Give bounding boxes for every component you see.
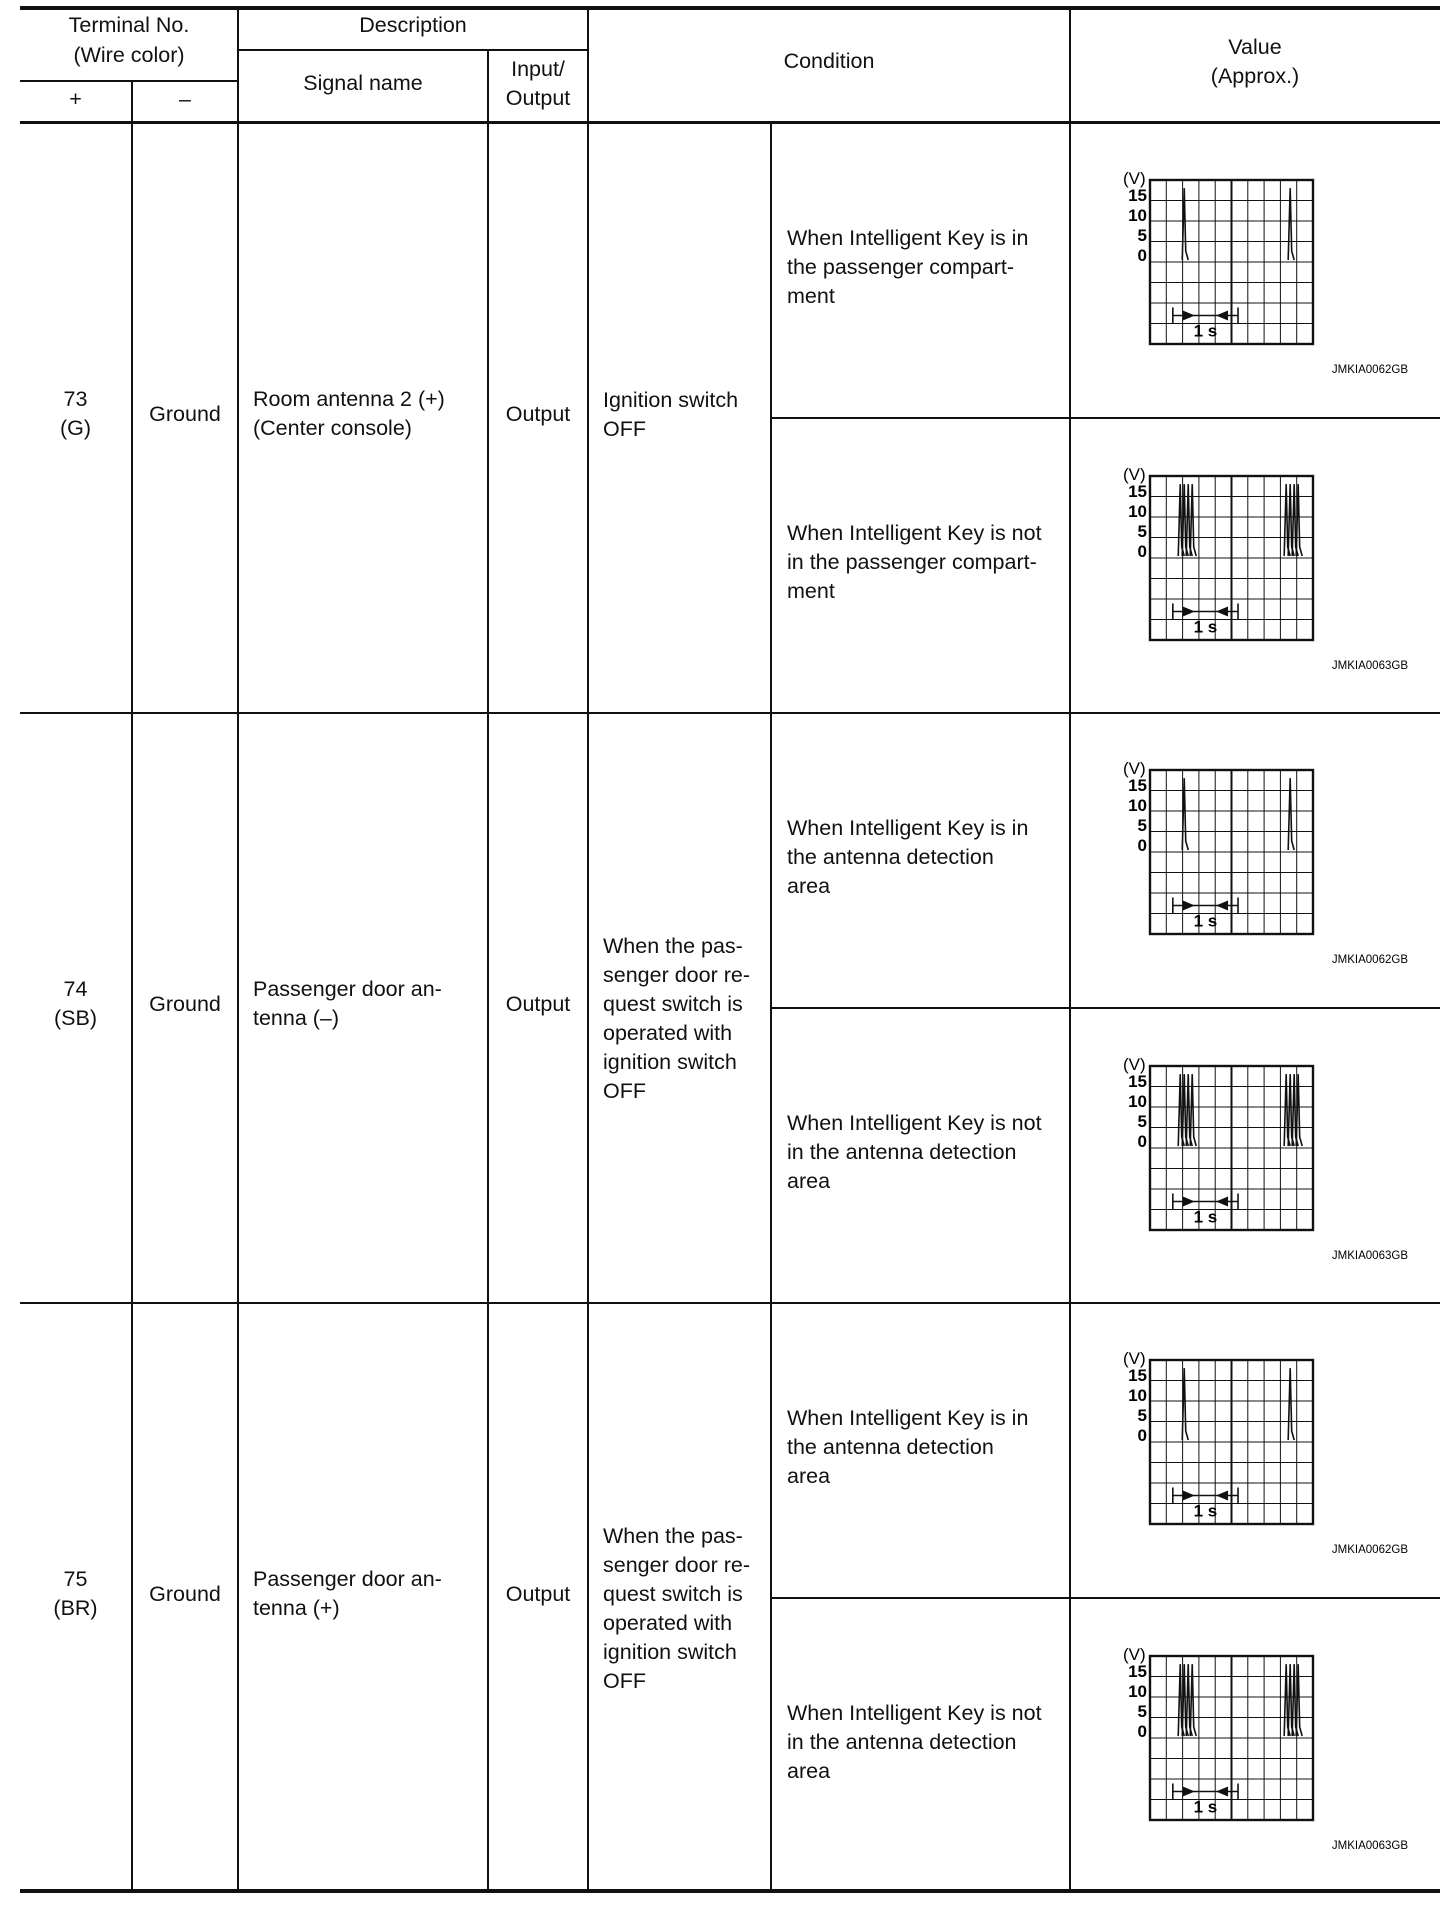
y-tick-label: 5 <box>1137 816 1147 835</box>
signal-name-line2: (Center console) <box>253 416 412 440</box>
time-marker-arrow <box>1216 1491 1228 1501</box>
header-value-line1: Value <box>1228 35 1282 59</box>
y-tick-label: 5 <box>1137 1406 1147 1425</box>
y-tick-label: 0 <box>1137 1132 1147 1151</box>
signal-name-line2: tenna (–) <box>253 1006 340 1030</box>
header-rule-terminal <box>20 80 238 82</box>
signal-io: Output <box>505 1582 571 1606</box>
time-marker-arrow <box>1216 1197 1228 1207</box>
figure-code: JMKIA0062GB <box>1331 1544 1408 1556</box>
terminal-wire-color: (BR) <box>53 1596 98 1620</box>
time-scale-label: 1 s <box>1193 911 1218 931</box>
axis-unit-label: (V) <box>1123 465 1146 484</box>
condition-line: OFF <box>603 417 646 441</box>
header-plus: + <box>69 87 82 111</box>
time-scale-label: 1 s <box>1193 1207 1218 1227</box>
header-wire-color: (Wire color) <box>73 43 185 67</box>
subrow-divider-73 <box>771 417 1440 419</box>
figure-code: JMKIA0062GB <box>1331 954 1408 966</box>
y-tick-label: 15 <box>1128 1366 1147 1385</box>
time-scale-label: 1 s <box>1193 617 1218 637</box>
signal-pulse <box>1182 1368 1188 1440</box>
waveform-chart <box>1110 1048 1410 1266</box>
header-condition: Condition <box>783 49 875 73</box>
y-tick-label: 0 <box>1137 1722 1147 1741</box>
time-marker-arrow <box>1216 607 1228 617</box>
time-marker-arrow <box>1183 901 1195 911</box>
waveform-chart <box>1110 1638 1410 1856</box>
case-text-line: When Intelligent Key is in <box>787 1406 1029 1430</box>
terminal-minus-ground: Ground <box>149 402 221 426</box>
case-text-line: When Intelligent Key is not <box>787 1111 1042 1135</box>
signal-pulse <box>1182 188 1188 260</box>
waveform-chart <box>1110 1342 1410 1560</box>
y-tick-label: 10 <box>1128 206 1147 225</box>
y-tick-label: 10 <box>1128 1092 1147 1111</box>
time-marker-arrow <box>1183 1787 1195 1797</box>
signal-io: Output <box>505 992 571 1016</box>
y-tick-label: 15 <box>1128 776 1147 795</box>
condition-line: senger door re- <box>603 1553 750 1577</box>
signal-name-line1: Room antenna 2 (+) <box>253 387 445 411</box>
y-tick-label: 5 <box>1137 226 1147 245</box>
case-text-line: area <box>787 1759 831 1783</box>
signal-io: Output <box>505 402 571 426</box>
table-bottom-rule <box>20 1889 1440 1893</box>
y-tick-label: 15 <box>1128 1072 1147 1091</box>
time-scale-label: 1 s <box>1193 321 1218 341</box>
terminal-minus-ground: Ground <box>149 992 221 1016</box>
header-signal-name: Signal name <box>303 71 423 95</box>
y-tick-label: 0 <box>1137 542 1147 561</box>
case-text-line: area <box>787 1169 831 1193</box>
y-tick-label: 10 <box>1128 1682 1147 1701</box>
condition-line: When the pas- <box>603 1524 743 1548</box>
case-text-line: When Intelligent Key is in <box>787 226 1029 250</box>
condition-line: ignition switch <box>603 1640 737 1664</box>
y-tick-label: 15 <box>1128 1662 1147 1681</box>
signal-pulse <box>1296 1074 1302 1146</box>
header-io-line1: Input/ <box>511 57 565 81</box>
figure-code: JMKIA0063GB <box>1331 1840 1408 1852</box>
row-divider-1 <box>20 712 1440 714</box>
condition-line: When the pas- <box>603 934 743 958</box>
header-value-line2: (Approx.) <box>1210 64 1300 88</box>
time-scale-label: 1 s <box>1193 1797 1218 1817</box>
y-tick-label: 5 <box>1137 1112 1147 1131</box>
signal-name-line1: Passenger door an- <box>253 1567 442 1591</box>
axis-unit-label: (V) <box>1123 1645 1146 1664</box>
time-marker-arrow <box>1216 1787 1228 1797</box>
signal-pulse <box>1182 778 1188 850</box>
y-tick-label: 0 <box>1137 246 1147 265</box>
condition-line: operated with <box>603 1021 733 1045</box>
case-text-line: When Intelligent Key is not <box>787 1701 1042 1725</box>
signal-pulse <box>1288 1368 1294 1440</box>
time-scale-label: 1 s <box>1193 1501 1218 1521</box>
condition-line: Ignition switch <box>603 388 739 412</box>
waveform-chart <box>1110 162 1410 380</box>
axis-unit-label: (V) <box>1123 1349 1146 1368</box>
y-tick-label: 10 <box>1128 502 1147 521</box>
y-tick-label: 5 <box>1137 1702 1147 1721</box>
waveform-chart <box>1110 752 1410 970</box>
col-rule-terminal-description <box>237 8 239 1891</box>
terminal-number: 73 <box>63 387 88 411</box>
time-marker-arrow <box>1183 311 1195 321</box>
case-text-line: the antenna detection <box>787 845 994 869</box>
y-tick-label: 10 <box>1128 796 1147 815</box>
subrow-divider-75 <box>771 1597 1440 1599</box>
signal-pulse <box>1296 1664 1302 1736</box>
terminal-number: 74 <box>63 977 88 1001</box>
condition-line: OFF <box>603 1669 646 1693</box>
row-divider-2 <box>20 1302 1440 1304</box>
signal-name-line2: tenna (+) <box>253 1596 340 1620</box>
terminal-number: 75 <box>63 1567 88 1591</box>
case-text-line: the antenna detection <box>787 1435 994 1459</box>
condition-line: quest switch is <box>603 1582 743 1606</box>
header-io-line2: Output <box>505 86 571 110</box>
figure-code: JMKIA0063GB <box>1331 1250 1408 1262</box>
case-text-line: in the antenna detection <box>787 1140 1017 1164</box>
header-rule-description <box>238 49 588 51</box>
time-marker-arrow <box>1216 311 1228 321</box>
y-tick-label: 15 <box>1128 186 1147 205</box>
figure-code: JMKIA0063GB <box>1331 660 1408 672</box>
signal-pulse <box>1288 188 1294 260</box>
time-marker-arrow <box>1183 607 1195 617</box>
terminal-wire-color: (G) <box>59 416 92 440</box>
col-rule-plus-minus <box>131 80 133 1891</box>
waveform-chart <box>1110 458 1410 676</box>
signal-pulse <box>1296 484 1302 556</box>
case-text-line: ment <box>787 284 835 308</box>
time-marker-arrow <box>1183 1197 1195 1207</box>
signal-pulse <box>1190 1664 1196 1736</box>
axis-unit-label: (V) <box>1123 169 1146 188</box>
figure-code: JMKIA0062GB <box>1331 364 1408 376</box>
y-tick-label: 0 <box>1137 1426 1147 1445</box>
terminal-wire-color: (SB) <box>54 1006 97 1030</box>
case-text-line: area <box>787 1464 831 1488</box>
case-text-line: When Intelligent Key is in <box>787 816 1029 840</box>
signal-name-line1: Passenger door an- <box>253 977 442 1001</box>
col-rule-condition-split <box>770 122 772 1891</box>
col-rule-condition-value <box>1069 8 1071 1891</box>
condition-line: senger door re- <box>603 963 750 987</box>
signal-pulse <box>1190 484 1196 556</box>
case-text-line: When Intelligent Key is not <box>787 521 1042 545</box>
condition-line: quest switch is <box>603 992 743 1016</box>
time-marker-arrow <box>1183 1491 1195 1501</box>
table-top-rule <box>20 6 1440 10</box>
axis-unit-label: (V) <box>1123 759 1146 778</box>
condition-line: ignition switch <box>603 1050 737 1074</box>
header-description: Description <box>359 13 467 37</box>
subrow-divider-74 <box>771 1007 1440 1009</box>
y-tick-label: 10 <box>1128 1386 1147 1405</box>
col-rule-signal-io <box>487 49 489 1891</box>
case-text-line: in the passenger compart- <box>787 550 1037 574</box>
header-bottom-rule <box>20 121 1440 124</box>
y-tick-label: 15 <box>1128 482 1147 501</box>
header-minus: – <box>179 87 191 111</box>
header-terminal-no: Terminal No. <box>68 13 190 37</box>
axis-unit-label: (V) <box>1123 1055 1146 1074</box>
signal-pulse <box>1288 778 1294 850</box>
y-tick-label: 0 <box>1137 836 1147 855</box>
condition-line: OFF <box>603 1079 646 1103</box>
case-text-line: the passenger compart- <box>787 255 1015 279</box>
case-text-line: in the antenna detection <box>787 1730 1017 1754</box>
case-text-line: area <box>787 874 831 898</box>
time-marker-arrow <box>1216 901 1228 911</box>
case-text-line: ment <box>787 579 835 603</box>
y-tick-label: 5 <box>1137 522 1147 541</box>
signal-pulse <box>1190 1074 1196 1146</box>
terminal-minus-ground: Ground <box>149 1582 221 1606</box>
condition-line: operated with <box>603 1611 733 1635</box>
